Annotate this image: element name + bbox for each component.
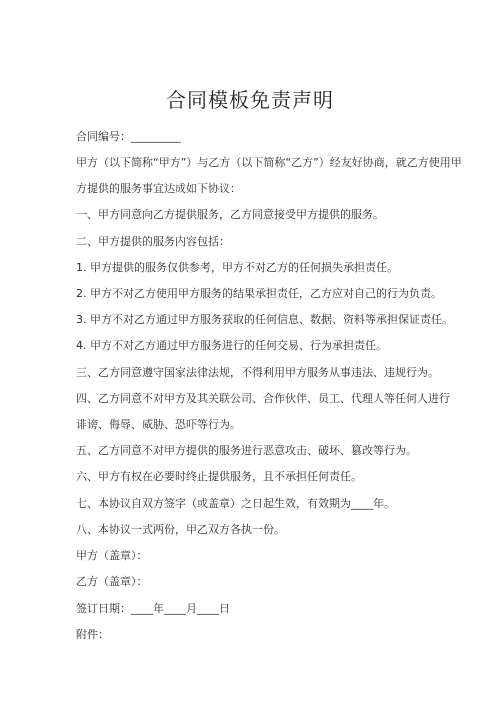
service-item-1: 1. 甲方提供的服务仅供参考，甲方不对乙方的任何损失承担责任。 [76,261,398,274]
intro-line-1: 甲方（以下简称“甲方”）与乙方（以下简称“乙方”）经友好协商，就乙方使用甲 [76,156,462,169]
attachment-label: 附件： [76,628,109,641]
party-a-seal: 甲方（盖章）： [76,549,148,562]
service-item-4: 4. 甲方不对乙方通过甲方服务进行的任何交易、行为承担责任。 [76,339,387,352]
service-item-3: 3. 甲方不对乙方通过甲方服务获取的任何信息、数据、资料等承担保证责任。 [76,313,453,326]
contract-number: 合同编号：_________ [76,130,181,143]
clause-2: 二、甲方提供的服务内容包括： [76,235,230,248]
service-item-2: 2. 甲方不对乙方使用甲方服务的结果承担责任，乙方应对自己的行为负责。 [76,287,442,300]
clause-4-line-2: 诽谤、侮辱、威胁、恐吓等行为。 [76,418,241,431]
clause-7: 七、本协议自双方签字（或盖章）之日起生效，有效期为____年。 [76,497,395,510]
clause-4-line-1: 四、乙方同意不对甲方及其关联公司、合作伙伴、员工、代理人等任何人进行 [76,392,450,405]
document-title: 合同模板免责声明 [166,88,334,112]
sign-date: 签订日期：____年____月____日 [76,602,230,615]
clause-3: 三、乙方同意遵守国家法律法规，不得利用甲方服务从事违法、违规行为。 [76,366,439,379]
clause-5: 五、乙方同意不对甲方提供的服务进行恶意攻击、破坏、篡改等行为。 [76,444,417,457]
clause-1: 一、甲方同意向乙方提供服务，乙方同意接受甲方提供的服务。 [76,208,384,221]
clause-8: 八、本协议一式两份，甲乙双方各执一份。 [76,523,285,536]
intro-line-2: 方提供的服务事宜达成如下协议： [76,182,241,195]
clause-6: 六、甲方有权在必要时终止提供服务，且不承担任何责任。 [76,470,362,483]
party-b-seal: 乙方（盖章）： [76,575,148,588]
